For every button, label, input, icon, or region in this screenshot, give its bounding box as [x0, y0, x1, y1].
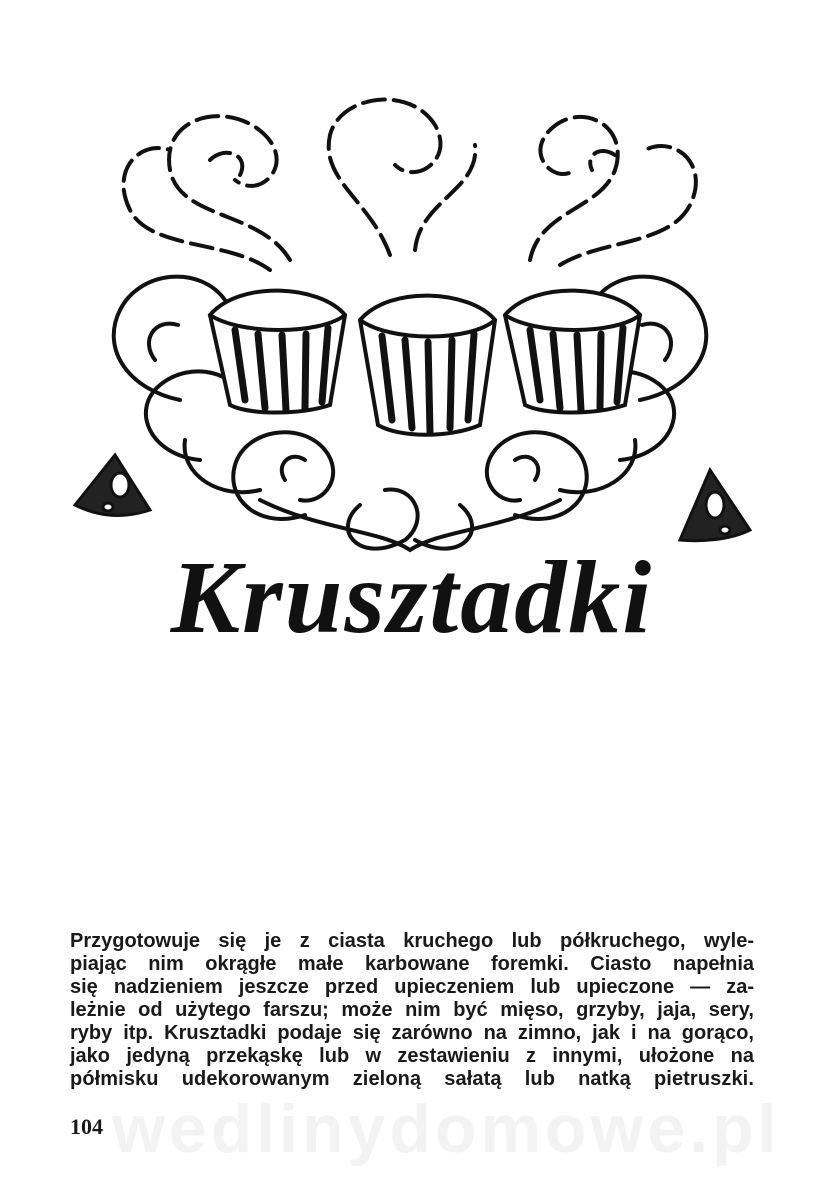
recipe-description — [70, 930, 754, 1091]
tartlet-center — [360, 296, 495, 435]
steam-swirls — [124, 100, 696, 270]
watermark: wedlinydomowe.pl — [112, 1091, 781, 1167]
page-number: 104 — [70, 1114, 103, 1139]
text-line: półmisku udekorowanym zieloną sałatą lub natką pietruszki. — [70, 1068, 754, 1090]
tartlet-left — [210, 291, 345, 413]
cheese-wedge-left — [75, 455, 150, 515]
text-line: jako jedyną przekąskę lub w zestawieniu z innymi, ułożone na — [70, 1045, 754, 1067]
krusztadki-illustration — [60, 60, 760, 560]
text-line: leżnie od użytego farszu; może nim być mięso, grzyby, jaja, sery, — [70, 999, 754, 1021]
cheese-wedge-right — [680, 470, 750, 541]
page-title: Krusztadki — [170, 540, 654, 655]
tartlet-right — [505, 291, 640, 413]
text-line: piając nim okrągłe małe karbowane foremki. Ciasto napełnia — [70, 953, 754, 975]
text-line: Przygotowuje się je z ciasta kruchego lub półkruchego, wyle- — [70, 930, 754, 952]
text-line: ryby itp. Krusztadki podaje się zarówno na zimno, jak i na gorąco, — [70, 1022, 754, 1044]
text-line: się nadzieniem jeszcze przed upieczeniem lub upieczone — za- — [70, 976, 754, 998]
